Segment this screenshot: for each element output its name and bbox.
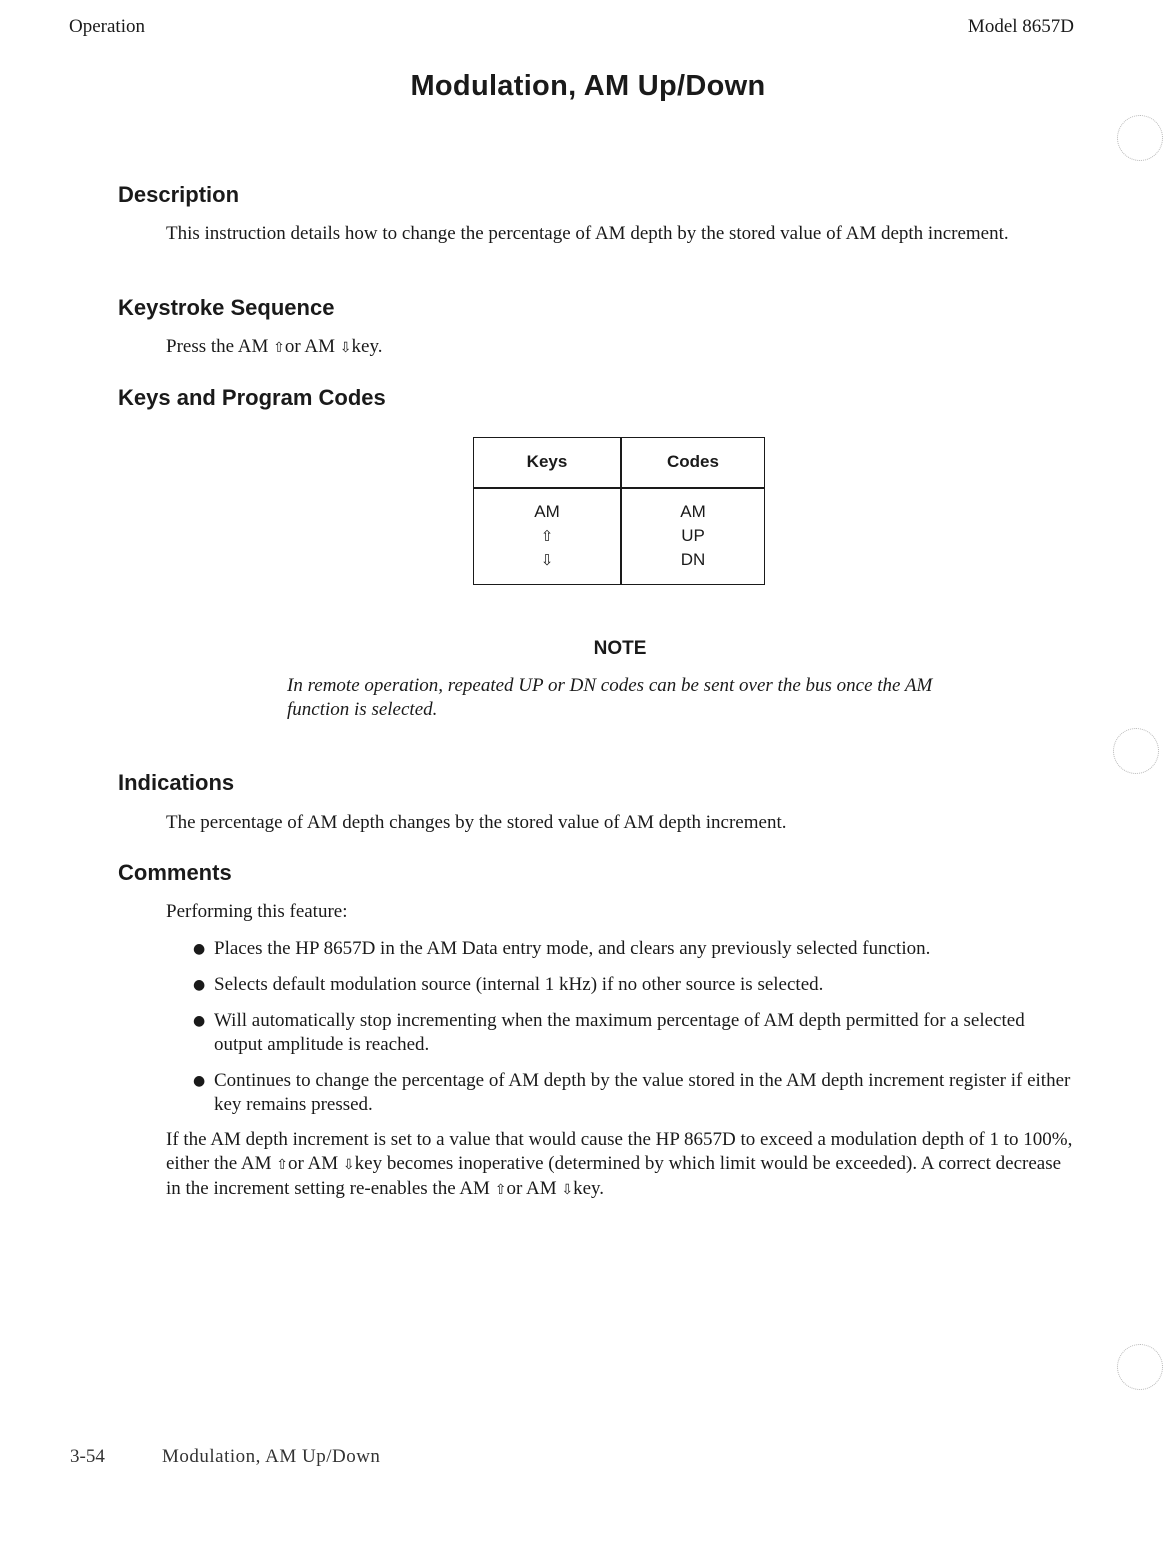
up-arrow-icon: ⇧: [540, 527, 554, 545]
running-header-left: Operation: [69, 16, 145, 37]
list-item-text: Will automatically stop incrementing when the maximum percentage of AM depth permitted for a selected output amplitude is reached.: [214, 1010, 1025, 1055]
comments-heading: Comments: [118, 860, 232, 885]
comments-closing-part2: or AM: [288, 1153, 343, 1174]
list-item: [193, 937, 1077, 961]
comments-intro: Performing this feature:: [166, 901, 348, 922]
list-item: [193, 1069, 1077, 1117]
comments-closing-part3: key becomes inoperative (determined by which limit would be exceeded). A correct decrease in the increment setting re-enables the AM: [166, 1153, 1062, 1199]
keystroke-text: [166, 335, 1076, 360]
bullet-icon: ●: [193, 1073, 206, 1089]
bullet-icon: ●: [193, 1013, 206, 1029]
page-title: Modulation, AM Up/Down: [410, 70, 766, 102]
footer-page-number: 3-54: [70, 1446, 105, 1467]
keystroke-text-after: key.: [351, 336, 383, 357]
running-header-right: Model 8657D: [967, 16, 1074, 37]
keystroke-heading: Keystroke Sequence: [118, 295, 335, 320]
description-text: This instruction details how to change the percentage of AM depth by the stored value of AM depth increment.: [166, 223, 1009, 244]
note-heading: NOTE: [593, 638, 647, 659]
table-column-keys: [474, 500, 620, 572]
indications-text: The percentage of AM depth changes by the stored value of AM depth increment.: [166, 812, 787, 833]
list-item: [193, 973, 1077, 997]
keys-codes-heading: Keys and Program Codes: [118, 385, 386, 410]
table-cell-code-am: AM: [680, 502, 706, 521]
up-arrow-icon: ⇧: [494, 1182, 507, 1198]
comments-closing-part1: If the AM depth increment is set to a value that would cause the HP 8657D to exceed a modulation depth of 1 to 100%, either the AM: [166, 1129, 1073, 1174]
down-arrow-icon: ⇩: [540, 551, 554, 569]
bullet-icon: ●: [193, 977, 206, 993]
footer-title: Modulation, AM Up/Down: [162, 1446, 381, 1467]
binder-hole-top: [1117, 115, 1163, 161]
binder-hole-middle: [1113, 728, 1159, 774]
list-item: [193, 1009, 1077, 1057]
keystroke-text-middle: or AM: [284, 336, 340, 357]
up-arrow-icon: ⇧: [276, 1157, 289, 1173]
table-cell-code-up: UP: [681, 526, 705, 545]
keys-codes-table: [473, 437, 765, 585]
binder-hole-bottom: [1117, 1344, 1163, 1390]
keystroke-text-before: Press the AM: [166, 336, 274, 357]
list-item-text: Selects default modulation source (internal 1 kHz) if no other source is selected.: [214, 974, 824, 995]
list-item-text: Continues to change the percentage of AM depth by the value stored in the AM depth increment register if either key remains pressed.: [214, 1070, 1071, 1115]
table-header-codes: Codes: [667, 452, 719, 471]
list-item-text: Places the HP 8657D in the AM Data entry mode, and clears any previously selected function.: [214, 938, 931, 959]
table-divider-horizontal: [474, 487, 764, 489]
down-arrow-icon: ⇩: [339, 340, 352, 356]
down-arrow-icon: ⇩: [561, 1182, 574, 1198]
description-heading: Description: [118, 182, 240, 207]
note-text: In remote operation, repeated UP or DN codes can be sent over the bus once the AM function is selected.: [287, 675, 933, 720]
table-column-codes: [620, 500, 766, 572]
table-cell-key-am: AM: [534, 502, 560, 521]
down-arrow-icon: ⇩: [342, 1157, 355, 1173]
bullet-icon: ●: [193, 941, 206, 957]
indications-heading: Indications: [118, 770, 235, 795]
comments-closing-part5: key.: [573, 1178, 605, 1199]
table-cell-code-dn: DN: [680, 550, 706, 569]
up-arrow-icon: ⇧: [273, 340, 285, 356]
comments-closing: [166, 1128, 1076, 1202]
table-header-keys: Keys: [526, 452, 568, 471]
comments-closing-part4: or AM: [506, 1178, 562, 1199]
